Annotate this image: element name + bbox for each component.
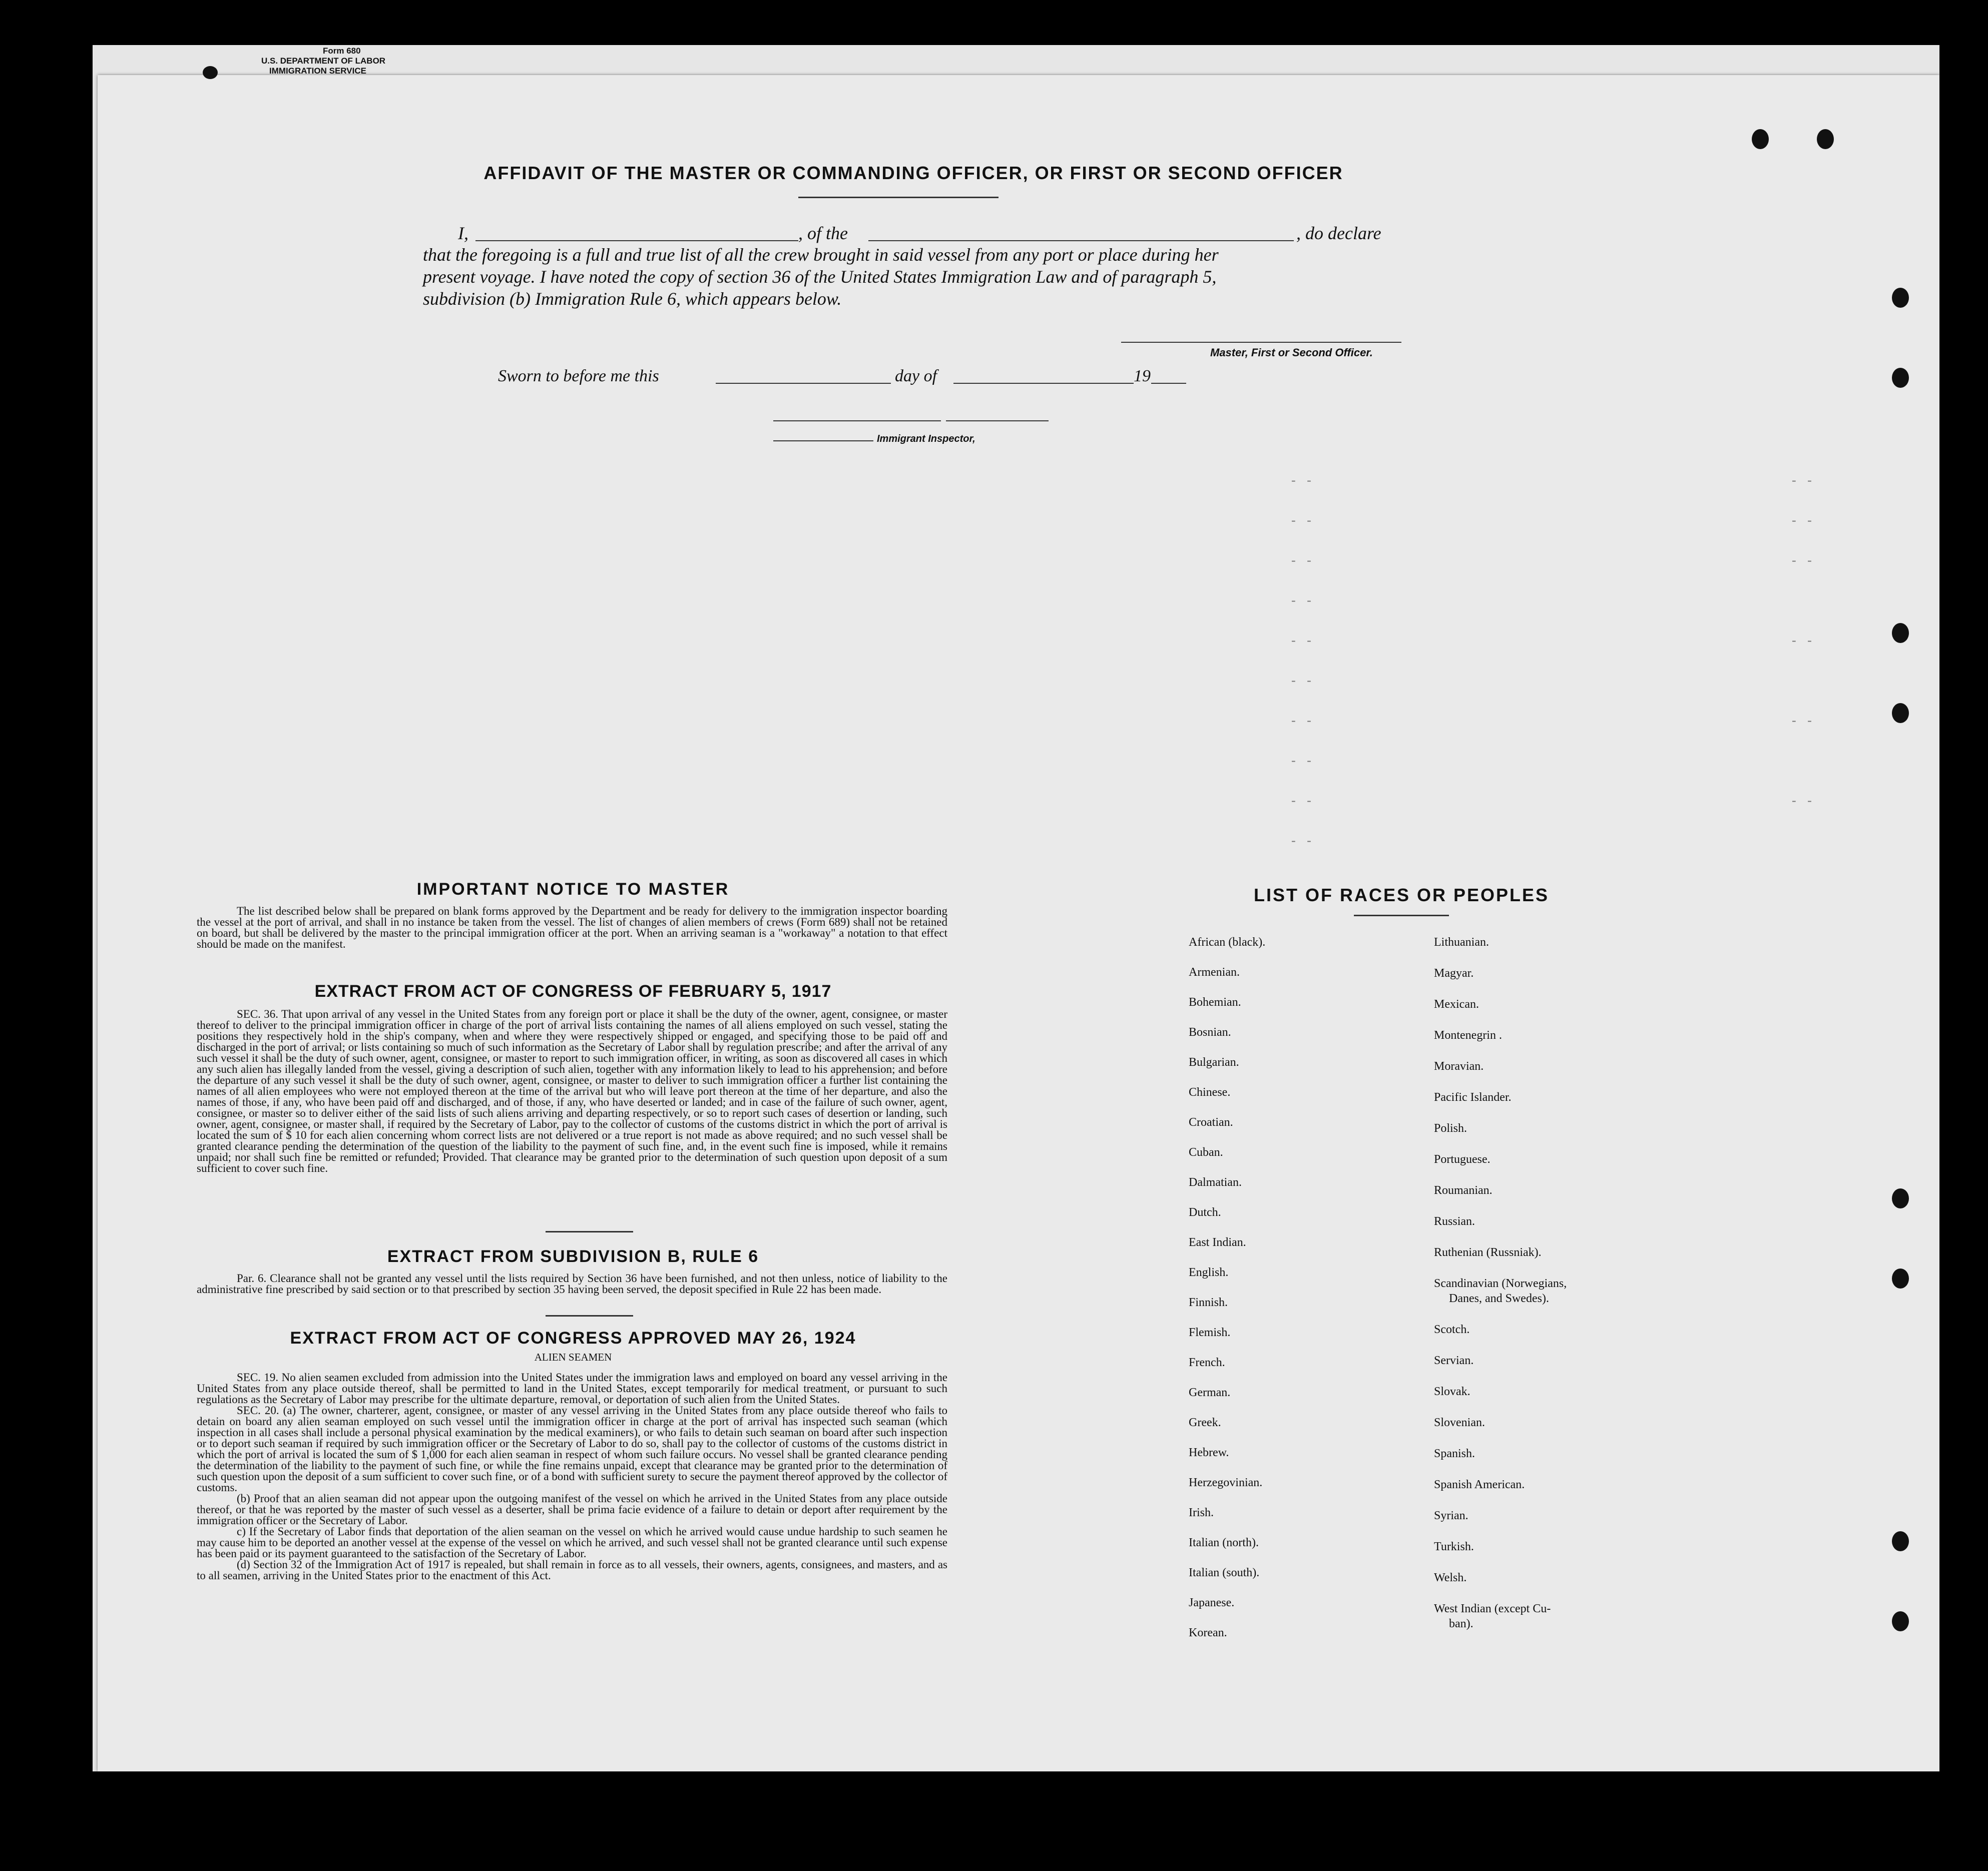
race-item: Dalmatian. <box>1189 1176 1242 1189</box>
declaration-i: I, <box>458 223 468 243</box>
sec20b-text: (b) Proof that an alien seaman did not appear upon the outgoing manifest of the vessel on which he arrived in the United States from any place outside thereof, or that he was reported by the master of such vessel as a deserter, shall be prima facie evidence of a failure to detain or deport after requirement by the immigration officer or the Secretary of Labor. <box>197 1492 947 1527</box>
punch-hole <box>1892 1611 1909 1631</box>
department-label: U.S. DEPARTMENT OF LABOR <box>261 56 386 66</box>
race-item: Finnish. <box>1189 1296 1228 1309</box>
races-right-column <box>1434 936 1654 1651</box>
race-item: Irish. <box>1189 1506 1214 1519</box>
punch-hole <box>1817 129 1834 149</box>
race-item: Magyar. <box>1434 967 1474 980</box>
dashed-line: - - <box>1792 553 1816 567</box>
race-item: Roumanian. <box>1434 1184 1493 1197</box>
dashed-line: - - <box>1792 513 1816 527</box>
declaration-of-the: , of the <box>798 223 848 243</box>
race-item: Welsh. <box>1434 1571 1467 1584</box>
race-item: Montenegrin . <box>1434 1029 1502 1042</box>
declaration-do-declare: , do declare <box>1296 223 1381 243</box>
races-left-column <box>1189 936 1409 1651</box>
section-divider <box>546 1231 633 1232</box>
punch-hole <box>1892 368 1909 388</box>
race-item: ban). <box>1449 1617 1473 1630</box>
signature-line <box>1121 342 1401 343</box>
race-item: Bohemian. <box>1189 996 1241 1009</box>
dashed-line: - - <box>1291 833 1315 848</box>
extract-1917-title: EXTRACT FROM ACT OF CONGRESS OF FEBRUARY 5, 1917 <box>314 982 832 1001</box>
punch-hole <box>1892 623 1909 643</box>
dashed-line: - - <box>1792 713 1816 728</box>
dashed-line: - - <box>1291 513 1315 527</box>
vessel-field-line <box>868 240 1294 241</box>
dashed-line: - - <box>1792 473 1816 487</box>
sec19-text: SEC. 19. No alien seamen excluded from admission into the United States under the immigration laws and employed on board any vessel arriving in the United States from any place outside thereof, shall be permitted to land in the United States, except temporarily for medical treatment, or pursuant to such regulations as the Secretary of Labor may prescribe for the ultimate departure, removal, or deportation of such alien from the United States. <box>197 1371 947 1406</box>
inspector-caption: Immigrant Inspector, <box>877 433 975 444</box>
sworn-year-line <box>1151 383 1186 384</box>
punch-hole <box>1752 129 1769 149</box>
race-item: Korean. <box>1189 1626 1227 1639</box>
punch-hole <box>203 66 218 79</box>
race-item: Servian. <box>1434 1354 1474 1367</box>
race-item: Chinese. <box>1189 1086 1231 1099</box>
race-item: Mexican. <box>1434 998 1479 1011</box>
dashed-line: - - <box>1291 593 1315 607</box>
race-item: Italian (south). <box>1189 1566 1260 1579</box>
race-item: Pacific Islander. <box>1434 1091 1512 1104</box>
race-item: Syrian. <box>1434 1509 1468 1522</box>
dashed-line: - - <box>1291 673 1315 688</box>
race-item: Dutch. <box>1189 1206 1221 1219</box>
punch-hole <box>1892 703 1909 723</box>
sworn-year: 19 <box>1134 367 1151 385</box>
race-item: East Indian. <box>1189 1236 1246 1249</box>
race-item: Turkish. <box>1434 1540 1474 1553</box>
race-item: Bulgarian. <box>1189 1056 1239 1069</box>
race-item: German. <box>1189 1386 1231 1399</box>
affidavit-title: AFFIDAVIT OF THE MASTER OR COMMANDING OFFICER, OR FIRST OR SECOND OFFICER <box>483 163 1343 183</box>
sec20a-text: SEC. 20. (a) The owner, charterer, agent, consignee, or master of any vessel arriving in the United States from any place outside thereof who fails to detain on board any alien seaman employed on such vessel until the immigration officer in charge at the port of arrival has inspected such seaman (which inspection in all cases shall include a personal physical examination by the medical examiners), or who fails to detain such seaman on board after such inspection or to deport such seaman if required by such immigration officer or the Secretary of Labor to do so, shall pay to the collector of customs of the customs district in which the port of arrival is located the sum of $ 1,000 for each alien seaman in respect of whom such failure occurs. No vessel shall be granted clearance pending the determination of the liability to the payment of such fine, or while the fine remains unpaid, except that clearance may be granted prior to the determination of such question upon the deposit of a sum sufficient to cover such fine, or of a bond with sufficient surety to secure the payment thereof approved by the collector of customs. <box>197 1404 947 1494</box>
extract-rule6-title: EXTRACT FROM SUBDIVISION B, RULE 6 <box>387 1247 759 1266</box>
race-item: Croatian. <box>1189 1116 1233 1129</box>
race-item: Flemish. <box>1189 1326 1231 1339</box>
race-item: Russian. <box>1434 1215 1475 1228</box>
race-item: Cuban. <box>1189 1146 1223 1159</box>
extract-1924-subtitle: ALIEN SEAMEN <box>534 1351 612 1363</box>
race-item: Ruthenian (Russniak). <box>1434 1246 1542 1259</box>
notice-body: The list described below shall be prepared on blank forms approved by the Department and be ready for delivery to the immigration inspector boarding the vessel at the port of arrival, and shall in no instance be taken from the vessel. The list of changes of alien members of crews (Form 689) shall not be retained on board, but shall be delivered by the master to the principal immigration officer at the port. When an arriving seaman is a "workaway" a notation to that effect should be made on the manifest. <box>197 905 947 950</box>
race-item: African (black). <box>1189 936 1266 949</box>
name-field-line <box>475 240 798 241</box>
sworn-day-of: day of <box>895 367 937 385</box>
extract-1917-body: SEC. 36. That upon arrival of any vessel in the United States from any foreign port or place it shall be the duty of the owner, agent, consignee, or master thereof to deliver to the principal immigration officer in charge of the port of arrival lists containing the names of all aliens employed on such vessel, stating the positions they respectively hold in the ship's company, when and where they were respectively shipped or engaged, and specifying those to be paid off and discharged in the port of arrival; or lists containing so much of such information as the Secretary of Labor shall by regulation prescribe; and after the arrival of any such vessel it shall be the duty of such owner, agent, consignee, or master to report to such immigration officer, in writing, as soon as discovered all cases in which any such alien has illegally landed from the vessel, giving a description of such alien, together with any information likely to lead to his apprehension; and before the departure of any such vessel it shall be the duty of such owner, agent, consignee, or master to deliver to such immigration officer a further list containing the names of all alien employees who were not employed thereon at the time of the arrival but who will leave port thereon at the time of her departure, and also the names of those, if any, who have been paid off and discharged, and of those, if any, who have deserted or landed; and in case of the failure of such owner, agent, consignee, or master so to deliver either of the said lists of such aliens arriving and departing respectively, or so to report such cases of desertion or landing, such owner, agent, consignee, or master shall, if required by the Secretary of Labor, pay to the collector of customs of the customs district in which the port of arrival is located the sum of $ 10 for each alien concerning whom correct lists are not delivered or a true report is not made as above required; and no such vessel shall be granted clearance pending the determination of the question of the liability to the payment of such fine, and, in the event such fine is imposed, while it remains unpaid; nor shall such fine be remitted or refunded; Provided. That clearance may be granted prior to the determination of such question upon deposit of a sum sufficient to cover such fine. <box>197 1008 947 1174</box>
sworn-month-line <box>953 383 1134 384</box>
punch-hole <box>1892 1188 1909 1208</box>
extract-rule6-body: Par. 6. Clearance shall not be granted any vessel until the lists required by Section 36 have been furnished, and not then unless, notice of liability to the administrative fine prescribed by said section or to that prescribed by section 35 having been served, the deposit specified in Rule 22 has been made. <box>197 1272 947 1296</box>
race-item: Scotch. <box>1434 1323 1470 1336</box>
sworn-day-line <box>716 383 891 384</box>
race-item: French. <box>1189 1356 1225 1369</box>
dashed-line: - - <box>1291 753 1315 768</box>
service-label: IMMIGRATION SERVICE <box>269 66 366 74</box>
race-item: Hebrew. <box>1189 1446 1229 1459</box>
race-item: Herzegovinian. <box>1189 1476 1263 1489</box>
sec20c-text: c) If the Secretary of Labor finds that deportation of the alien seaman on the vessel on which he arrived would cause undue hardship to such seamen he may cause him to be deported an another vessel at the expense of the vessel on which he arrived, and such vessel shall not be granted clearance until such expense has been paid or its payment guaranteed to the satisfaction of the Secretary of Labor. <box>197 1525 947 1560</box>
race-item: Moravian. <box>1434 1060 1484 1073</box>
extract-1924-body <box>197 1372 947 1581</box>
notice-title: IMPORTANT NOTICE TO MASTER <box>416 880 730 899</box>
inspector-line <box>773 440 873 441</box>
race-item: English. <box>1189 1266 1229 1279</box>
affidavit-body-line2: present voyage. I have noted the copy of section 36 of the United States Immigration Law and of paragraph 5, <box>423 267 1217 287</box>
inspector-line <box>946 420 1049 421</box>
title-underline <box>798 197 999 198</box>
dashed-line: - - <box>1792 793 1816 808</box>
dashed-line: - - <box>1291 713 1315 728</box>
race-item: Lithuanian. <box>1434 936 1489 949</box>
race-item: Spanish American. <box>1434 1478 1525 1491</box>
races-title-underline <box>1354 915 1449 916</box>
dashed-line: - - <box>1291 633 1315 648</box>
punch-hole <box>1892 1531 1909 1551</box>
races-title: LIST OF RACES OR PEOPLES <box>1253 885 1550 905</box>
race-item: Danes, and Swedes). <box>1449 1292 1549 1305</box>
form-number: Form 680 <box>323 46 361 56</box>
race-item: Japanese. <box>1189 1596 1235 1609</box>
affidavit-body-line3: subdivision (b) Immigration Rule 6, which appears below. <box>423 289 842 309</box>
race-item: Greek. <box>1189 1416 1221 1429</box>
sec20d-text: (d) Section 32 of the Immigration Act of 1917 is repealed, but shall remain in force as to all vessels, their owners, agents, consignees, and masters, and as to all seamen, arriving in the United States prior to the enactment of this Act. <box>197 1558 947 1582</box>
affidavit-body-line1: that the foregoing is a full and true list of all the crew brought in said vessel from any port or place during her <box>423 245 1219 265</box>
race-item: Armenian. <box>1189 966 1240 979</box>
sworn-prefix: Sworn to before me this <box>498 367 659 385</box>
race-item: Slovenian. <box>1434 1416 1485 1429</box>
race-item: Portuguese. <box>1434 1153 1490 1166</box>
dashed-line: - - <box>1291 793 1315 808</box>
race-item: Scandinavian (Norwegians, <box>1434 1277 1567 1290</box>
dashed-line: - - <box>1291 553 1315 567</box>
dashed-line: - - <box>1291 473 1315 487</box>
dashed-line: - - <box>1792 633 1816 648</box>
extract-1924-title: EXTRACT FROM ACT OF CONGRESS APPROVED MAY 26, 1924 <box>290 1329 856 1348</box>
race-item: Spanish. <box>1434 1447 1475 1460</box>
race-item: Bosnian. <box>1189 1026 1231 1039</box>
punch-hole <box>1892 1269 1909 1289</box>
race-item: Polish. <box>1434 1122 1467 1135</box>
race-item: Italian (north). <box>1189 1536 1259 1549</box>
signature-caption: Master, First or Second Officer. <box>1210 346 1373 359</box>
inspector-line <box>773 420 941 421</box>
punch-hole <box>1892 288 1909 308</box>
section-divider <box>546 1315 633 1317</box>
race-item: West Indian (except Cu- <box>1434 1602 1551 1615</box>
race-item: Slovak. <box>1434 1385 1470 1398</box>
